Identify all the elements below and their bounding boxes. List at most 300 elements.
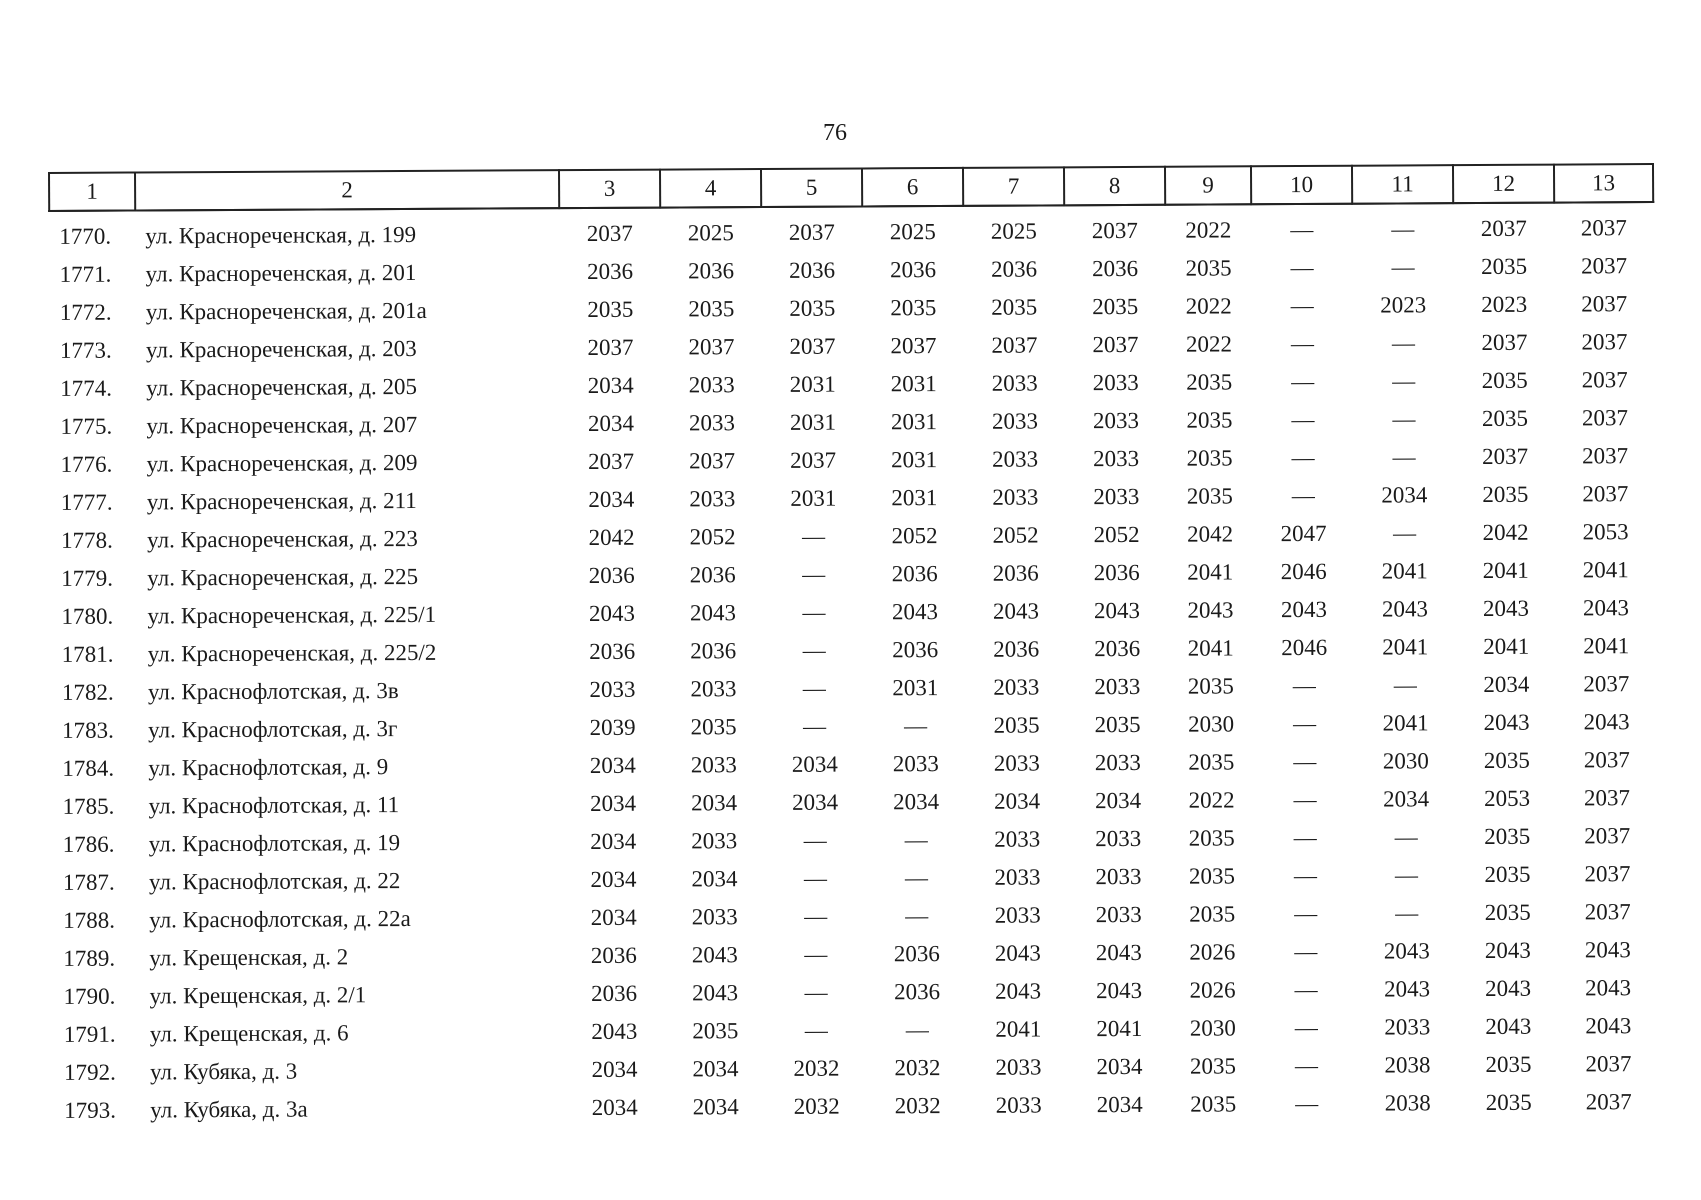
year-cell-col-7: 2033	[993, 750, 1040, 776]
header-cell-2: 2	[135, 170, 559, 210]
year-cell-col-3: 2034	[588, 486, 635, 512]
year-cell-col-13: 2037	[1581, 291, 1628, 317]
year-cell-col-11: 2043	[1384, 976, 1431, 1002]
year-cell-col-6: —	[904, 865, 929, 891]
year-cell-col-8: 2033	[1092, 407, 1139, 434]
year-cell-col-4: 2035	[688, 296, 735, 322]
year-cell-col-7: 2033	[995, 1054, 1042, 1080]
year-cell-col-4: 2033	[688, 372, 735, 398]
year-cell-col-8: 2033	[1093, 445, 1140, 472]
year-cell-col-9: 2043	[1187, 597, 1234, 623]
year-cell-col-4: 2033	[688, 410, 735, 436]
row-number: 1789.	[63, 945, 116, 971]
year-cell-col-8: 2036	[1093, 559, 1140, 586]
year-cell-col-7: 2035	[993, 712, 1040, 738]
year-cell-col-8: 2033	[1095, 825, 1142, 852]
year-cell-col-5: 2037	[788, 219, 835, 245]
year-cell-col-11: —	[1392, 406, 1416, 432]
year-cell-col-8: 2035	[1092, 293, 1139, 320]
header-cell-11: 11	[1352, 165, 1453, 204]
year-cell-col-11: 2041	[1382, 634, 1429, 660]
address-cell: ул. Краснофлотская, д. 3г	[148, 716, 398, 743]
year-cell-col-10: —	[1290, 254, 1314, 281]
header-cell-8: 8	[1064, 167, 1165, 206]
year-cell-col-12: 2042	[1482, 519, 1529, 545]
year-cell-col-6: 2036	[892, 637, 939, 663]
year-cell-col-10: —	[1291, 482, 1315, 509]
year-cell-col-5: —	[801, 523, 826, 549]
year-cell-col-3: 2037	[587, 334, 634, 360]
year-cell-col-13: 2043	[1582, 595, 1630, 621]
year-cell-col-11: —	[1391, 330, 1416, 356]
address-cell: ул. Краснореченская, д. 209	[146, 449, 418, 477]
year-cell-col-4: 2034	[691, 866, 738, 892]
year-cell-col-13: 2041	[1582, 557, 1629, 583]
year-cell-col-13: 2037	[1583, 747, 1630, 773]
row-number: 1783.	[62, 717, 114, 743]
address-cell: ул. Краснореченская, д. 205	[146, 373, 418, 401]
year-cell-col-8: 2041	[1096, 1015, 1143, 1042]
row-number: 1784.	[62, 755, 115, 781]
year-cell-col-9: 2026	[1189, 939, 1236, 965]
row-number: 1771.	[59, 261, 112, 287]
row-number: 1780.	[61, 603, 114, 629]
year-cell-col-10: 2046	[1280, 558, 1327, 585]
year-cell-col-3: 2033	[589, 676, 636, 702]
year-cell-col-13: 2037	[1581, 405, 1628, 431]
year-cell-col-9: 2035	[1190, 1091, 1237, 1117]
year-cell-col-9: 2035	[1188, 825, 1235, 851]
year-cell-col-3: 2034	[590, 904, 637, 930]
year-cell-col-3: 2034	[591, 1094, 638, 1120]
year-cell-col-4: 2037	[688, 334, 735, 360]
year-cell-col-12: 2053	[1483, 785, 1531, 811]
year-cell-col-7: 2033	[991, 370, 1038, 396]
year-cell-col-3: 2034	[589, 790, 637, 816]
year-cell-col-4: 2043	[691, 942, 738, 968]
year-cell-col-7: 2043	[995, 978, 1042, 1004]
year-cell-col-8: 2034	[1096, 1091, 1143, 1118]
year-cell-col-7: 2033	[994, 826, 1041, 852]
year-cell-col-4: 2043	[689, 600, 737, 626]
year-cell-col-6: 2036	[894, 979, 941, 1005]
year-cell-col-9: 2042	[1186, 521, 1234, 547]
year-cell-col-11: 2041	[1382, 710, 1429, 736]
data-table	[48, 163, 1659, 1130]
year-cell-col-10: —	[1292, 672, 1316, 699]
year-cell-col-10: —	[1293, 748, 1317, 775]
year-cell-col-3: 2039	[589, 714, 636, 740]
year-cell-col-11: —	[1395, 900, 1419, 926]
year-cell-col-9: 2030	[1189, 1015, 1236, 1041]
year-cell-col-11: —	[1394, 824, 1418, 850]
year-cell-col-8: 2033	[1094, 673, 1141, 700]
year-cell-col-13: 2037	[1581, 367, 1628, 393]
year-cell-col-10: —	[1291, 444, 1315, 471]
year-cell-col-6: 2031	[890, 409, 937, 435]
year-cell-col-8: 2043	[1096, 977, 1143, 1004]
year-cell-col-12: 2035	[1483, 747, 1530, 773]
year-cell-col-12: 2043	[1483, 709, 1530, 735]
year-cell-col-11: 2041	[1381, 558, 1428, 584]
year-cell-col-6: 2032	[894, 1055, 941, 1081]
year-cell-col-13: 2043	[1585, 975, 1632, 1001]
year-cell-col-7: 2033	[994, 902, 1041, 928]
address-cell: ул. Краснофлотская, д. 22а	[149, 905, 411, 933]
year-cell-col-9: 2030	[1188, 711, 1235, 737]
year-cell-col-12: 2037	[1480, 215, 1527, 241]
year-cell-col-3: 2036	[590, 942, 637, 968]
year-cell-col-5: 2034	[791, 789, 839, 815]
row-number: 1773.	[59, 337, 112, 363]
year-cell-col-7: 2043	[994, 940, 1041, 966]
year-cell-col-8: 2035	[1094, 711, 1141, 738]
year-cell-col-7: 2033	[992, 484, 1039, 510]
row-number: 1781.	[61, 641, 114, 667]
year-cell-col-12: 2035	[1481, 367, 1528, 393]
year-cell-col-8: 2033	[1095, 901, 1142, 928]
year-cell-col-9: 2041	[1187, 635, 1234, 661]
address-cell: ул. Краснофлотская, д. 9	[148, 754, 389, 781]
year-cell-col-5: —	[804, 979, 828, 1005]
year-cell-col-7: 2041	[995, 1016, 1042, 1042]
year-cell-col-6: 2031	[890, 371, 937, 397]
year-cell-col-12: 2035	[1484, 861, 1531, 887]
header-cell-10: 10	[1251, 166, 1352, 205]
year-cell-col-9: 2022	[1185, 217, 1232, 243]
year-cell-col-3: 2034	[589, 752, 636, 778]
address-cell: ул. Краснореченская, д. 223	[146, 525, 418, 553]
year-cell-col-9: 2035	[1186, 445, 1233, 471]
year-cell-col-12: 2037	[1482, 443, 1529, 469]
row-number: 1782.	[61, 679, 114, 705]
year-cell-col-12: 2043	[1482, 595, 1530, 621]
header-cell-7: 7	[963, 167, 1064, 206]
year-cell-col-5: 2035	[789, 295, 836, 321]
year-cell-col-5: —	[802, 675, 826, 701]
address-cell: ул. Краснореченская, д. 225/1	[147, 601, 437, 629]
year-cell-col-8: 2033	[1093, 483, 1140, 510]
year-cell-col-5: 2032	[793, 1055, 840, 1081]
header-cell-6: 6	[862, 168, 963, 207]
address-cell: ул. Краснореченская, д. 211	[146, 487, 417, 515]
year-cell-col-11: —	[1394, 862, 1419, 888]
header-cell-5: 5	[761, 168, 862, 207]
year-cell-col-8: 2033	[1094, 749, 1141, 776]
year-cell-col-10: —	[1295, 1090, 1319, 1117]
year-cell-col-4: 2034	[692, 1094, 739, 1120]
year-cell-col-3: 2036	[588, 562, 635, 588]
year-cell-col-3: 2034	[587, 410, 634, 436]
year-cell-col-10: —	[1294, 900, 1318, 927]
year-cell-col-13: 2037	[1582, 443, 1629, 469]
data-table-container	[48, 163, 1657, 1130]
page-number: 76	[823, 120, 847, 146]
year-cell-col-7: 2033	[993, 674, 1040, 700]
year-cell-col-6: 2031	[891, 447, 938, 473]
year-cell-col-9: 2035	[1186, 407, 1233, 433]
year-cell-col-6: 2034	[892, 789, 940, 815]
row-number: 1772.	[59, 299, 112, 325]
header-cell-3: 3	[559, 170, 660, 209]
year-cell-col-10: —	[1293, 862, 1318, 889]
year-cell-col-11: 2034	[1381, 482, 1428, 508]
year-cell-col-7: 2043	[992, 598, 1040, 624]
year-cell-col-5: 2034	[791, 751, 838, 777]
year-cell-col-6: 2035	[890, 295, 937, 321]
year-cell-col-7: 2052	[992, 522, 1039, 548]
year-cell-col-13: 2037	[1584, 861, 1631, 887]
year-cell-col-4: 2034	[692, 1056, 739, 1082]
year-cell-col-9: 2022	[1185, 331, 1233, 357]
row-number: 1770.	[59, 223, 112, 249]
year-cell-col-4: 2033	[689, 486, 736, 512]
year-cell-col-3: 2036	[591, 980, 638, 1006]
year-cell-col-5: —	[802, 599, 826, 625]
year-cell-col-6: —	[904, 827, 928, 853]
year-cell-col-7: 2033	[994, 864, 1041, 890]
year-cell-col-11: 2043	[1383, 938, 1430, 964]
year-cell-col-4: 2035	[690, 714, 737, 740]
year-cell-col-5: —	[803, 713, 827, 739]
year-cell-col-8: 2037	[1091, 217, 1138, 244]
year-cell-col-11: —	[1391, 254, 1415, 280]
year-cell-col-5: —	[804, 1017, 828, 1043]
year-cell-col-13: 2043	[1585, 1013, 1632, 1039]
year-cell-col-10: —	[1294, 1014, 1318, 1041]
year-cell-col-9: 2022	[1188, 787, 1235, 813]
year-cell-col-13: 2037	[1583, 671, 1630, 697]
header-cell-4: 4	[660, 169, 761, 208]
year-cell-col-4: 2052	[689, 524, 736, 550]
year-cell-col-9: 2035	[1189, 1053, 1237, 1079]
year-cell-col-8: 2043	[1095, 939, 1142, 966]
year-cell-col-13: 2037	[1584, 899, 1631, 925]
year-cell-col-6: 2036	[889, 257, 937, 283]
year-cell-col-4: 2035	[692, 1018, 739, 1044]
year-cell-col-4: 2033	[691, 904, 738, 930]
year-cell-col-12: 2035	[1484, 899, 1531, 925]
year-cell-col-5: —	[804, 903, 828, 929]
year-cell-col-12: 2035	[1485, 1089, 1532, 1115]
year-cell-col-5: —	[803, 865, 828, 891]
year-cell-col-5: 2037	[790, 447, 837, 473]
address-cell: ул. Краснореченская, д. 225/2	[147, 639, 437, 667]
year-cell-col-3: 2036	[589, 638, 636, 664]
year-cell-col-11: 2034	[1382, 786, 1430, 812]
year-cell-col-11: 2023	[1380, 292, 1427, 318]
year-cell-col-5: —	[803, 827, 827, 853]
year-cell-col-10: —	[1294, 1052, 1319, 1079]
year-cell-col-8: 2036	[1091, 255, 1139, 282]
address-cell: ул. Краснореченская, д. 199	[145, 221, 417, 249]
year-cell-col-11: —	[1392, 444, 1416, 470]
table-body	[49, 202, 1658, 1130]
row-number: 1778.	[60, 527, 113, 553]
year-cell-col-12: 2043	[1485, 1013, 1532, 1039]
year-cell-col-5: 2031	[790, 485, 837, 511]
year-cell-col-7: 2033	[992, 446, 1039, 472]
table-row	[54, 1083, 1658, 1130]
year-cell-col-7: 2036	[992, 560, 1039, 586]
row-number: 1777.	[60, 489, 113, 515]
year-cell-col-6: 2031	[892, 675, 939, 701]
year-cell-col-3: 2043	[588, 600, 636, 626]
year-cell-col-5: 2036	[788, 257, 836, 283]
year-cell-col-11: 2033	[1384, 1014, 1431, 1040]
row-number: 1776.	[60, 451, 113, 477]
year-cell-col-3: 2036	[586, 258, 634, 284]
year-cell-col-3: 2034	[590, 866, 637, 892]
year-cell-col-13: 2043	[1584, 937, 1631, 963]
year-cell-col-6: —	[905, 903, 929, 929]
address-cell: ул. Крещенская, д. 6	[149, 1020, 349, 1047]
year-cell-col-4: 2036	[690, 638, 737, 664]
year-cell-col-9: 2035	[1187, 673, 1234, 699]
year-cell-col-3: 2043	[591, 1018, 638, 1044]
year-cell-col-11: 2030	[1382, 748, 1429, 774]
year-cell-col-4: 2037	[689, 448, 736, 474]
year-cell-col-12: 2035	[1482, 481, 1529, 507]
year-cell-col-13: 2037	[1585, 1089, 1632, 1115]
year-cell-col-6: 2031	[891, 485, 938, 511]
address-cell: ул. Краснореченская, д. 203	[145, 335, 417, 363]
year-cell-col-10: —	[1293, 786, 1317, 813]
year-cell-col-13: 2053	[1582, 519, 1629, 545]
row-number: 1786.	[62, 831, 115, 857]
year-cell-col-8: 2043	[1093, 597, 1141, 624]
year-cell-col-4: 2033	[690, 752, 737, 778]
address-cell: ул. Краснофлотская, д. 3в	[147, 678, 399, 705]
year-cell-col-8: 2034	[1094, 787, 1142, 814]
year-cell-col-7: 2036	[990, 256, 1038, 282]
year-cell-col-12: 2041	[1483, 633, 1530, 659]
year-cell-col-12: 2043	[1484, 937, 1531, 963]
year-cell-col-8: 2033	[1095, 863, 1142, 890]
year-cell-col-5: 2031	[789, 409, 836, 435]
year-cell-col-5: 2032	[793, 1093, 840, 1119]
year-cell-col-10: —	[1291, 406, 1315, 433]
year-cell-col-12: 2043	[1485, 975, 1532, 1001]
year-cell-col-13: 2037	[1580, 253, 1628, 279]
year-cell-col-11: 2043	[1381, 596, 1429, 622]
year-cell-col-6: 2036	[891, 561, 938, 587]
year-cell-col-5: 2031	[789, 371, 836, 397]
row-number: 1790.	[63, 983, 116, 1009]
year-cell-col-3: 2034	[590, 828, 637, 854]
year-cell-col-9: 2035	[1186, 483, 1233, 509]
row-number: 1792.	[63, 1059, 116, 1085]
year-cell-col-10: —	[1290, 216, 1314, 243]
address-cell: ул. Крещенская, д. 2/1	[149, 982, 367, 1009]
year-cell-col-12: 2041	[1482, 557, 1529, 583]
year-cell-col-9: 2035	[1189, 901, 1236, 927]
header-cell-9: 9	[1165, 166, 1251, 204]
year-cell-col-13: 2037	[1582, 481, 1629, 507]
year-cell-col-4: 2033	[691, 828, 738, 854]
year-cell-col-13: 2037	[1585, 1051, 1632, 1077]
year-cell-col-11: 2038	[1384, 1052, 1431, 1078]
year-cell-col-6: —	[904, 713, 928, 739]
year-cell-col-5: 2037	[789, 333, 836, 359]
year-cell-col-10: —	[1290, 292, 1314, 319]
year-cell-col-6: 2032	[894, 1093, 941, 1119]
year-cell-col-7: 2037	[991, 332, 1038, 358]
year-cell-col-13: 2043	[1583, 709, 1630, 735]
row-number: 1779.	[61, 565, 114, 591]
row-number: 1793.	[64, 1097, 117, 1123]
row-number: 1775.	[60, 413, 113, 439]
year-cell-col-6: 2043	[891, 599, 939, 625]
year-cell-col-7: 2036	[993, 636, 1040, 662]
year-cell-col-12: 2035	[1484, 823, 1531, 849]
year-cell-col-10: —	[1293, 710, 1317, 737]
year-cell-col-7: 2033	[991, 408, 1038, 434]
address-cell: ул. Краснореченская, д. 201	[145, 259, 417, 287]
year-cell-col-9: 2035	[1188, 863, 1236, 889]
year-cell-col-5: —	[802, 637, 826, 663]
year-cell-col-6: —	[905, 1017, 929, 1043]
year-cell-col-13: 2041	[1583, 633, 1630, 659]
year-cell-col-13: 2037	[1581, 329, 1628, 355]
year-cell-col-7: 2034	[993, 788, 1041, 814]
year-cell-col-6: 2025	[889, 219, 936, 245]
address-cell: ул. Краснофлотская, д. 11	[148, 792, 400, 819]
year-cell-col-8: 2034	[1096, 1053, 1143, 1080]
year-cell-col-10: —	[1294, 938, 1318, 965]
row-number: 1785.	[62, 793, 115, 819]
year-cell-col-13: 2037	[1580, 215, 1627, 241]
year-cell-col-3: 2035	[587, 296, 634, 322]
year-cell-col-8: 2033	[1092, 369, 1139, 396]
year-cell-col-4: 2025	[687, 220, 734, 246]
header-cell-1: 1	[49, 173, 135, 211]
address-cell: ул. Краснофлотская, д. 19	[148, 830, 401, 857]
year-cell-col-11: —	[1392, 368, 1416, 394]
year-cell-col-9: 2041	[1187, 559, 1234, 585]
year-cell-col-3: 2034	[591, 1056, 638, 1082]
year-cell-col-6: 2037	[890, 333, 937, 359]
address-cell: ул. Краснореченская, д. 225	[147, 563, 419, 591]
year-cell-col-6: 2033	[892, 751, 939, 777]
address-cell: ул. Кубяка, д. 3а	[150, 1096, 308, 1123]
year-cell-col-3: 2037	[586, 220, 633, 246]
year-cell-col-11: —	[1393, 672, 1417, 698]
year-cell-col-12: 2034	[1483, 671, 1530, 697]
year-cell-col-8: 2052	[1093, 521, 1140, 548]
year-cell-col-10: 2043	[1280, 596, 1328, 623]
year-cell-col-7: 2025	[990, 218, 1037, 244]
year-cell-col-3: 2037	[588, 448, 635, 474]
year-cell-col-6: 2036	[893, 941, 940, 967]
year-cell-col-5: —	[802, 561, 826, 587]
year-cell-col-9: 2035	[1188, 749, 1235, 775]
year-cell-col-12: 2035	[1485, 1051, 1532, 1077]
year-cell-col-9: 2035	[1185, 255, 1232, 281]
row-number: 1774.	[60, 375, 113, 401]
row-number: 1791.	[63, 1021, 116, 1047]
address-cell: ул. Крещенская, д. 2	[149, 944, 349, 971]
year-cell-col-7: 2033	[995, 1092, 1042, 1118]
address-cell: ул. Краснофлотская, д. 22	[148, 868, 401, 895]
header-cell-12: 12	[1453, 165, 1554, 204]
year-cell-col-12: 2035	[1481, 405, 1528, 431]
row-number: 1788.	[63, 907, 115, 933]
year-cell-col-3: 2042	[588, 524, 635, 550]
year-cell-col-4: 2043	[692, 980, 739, 1006]
address-cell: ул. Краснореченская, д. 201а	[145, 297, 427, 325]
year-cell-col-12: 2037	[1481, 329, 1528, 355]
